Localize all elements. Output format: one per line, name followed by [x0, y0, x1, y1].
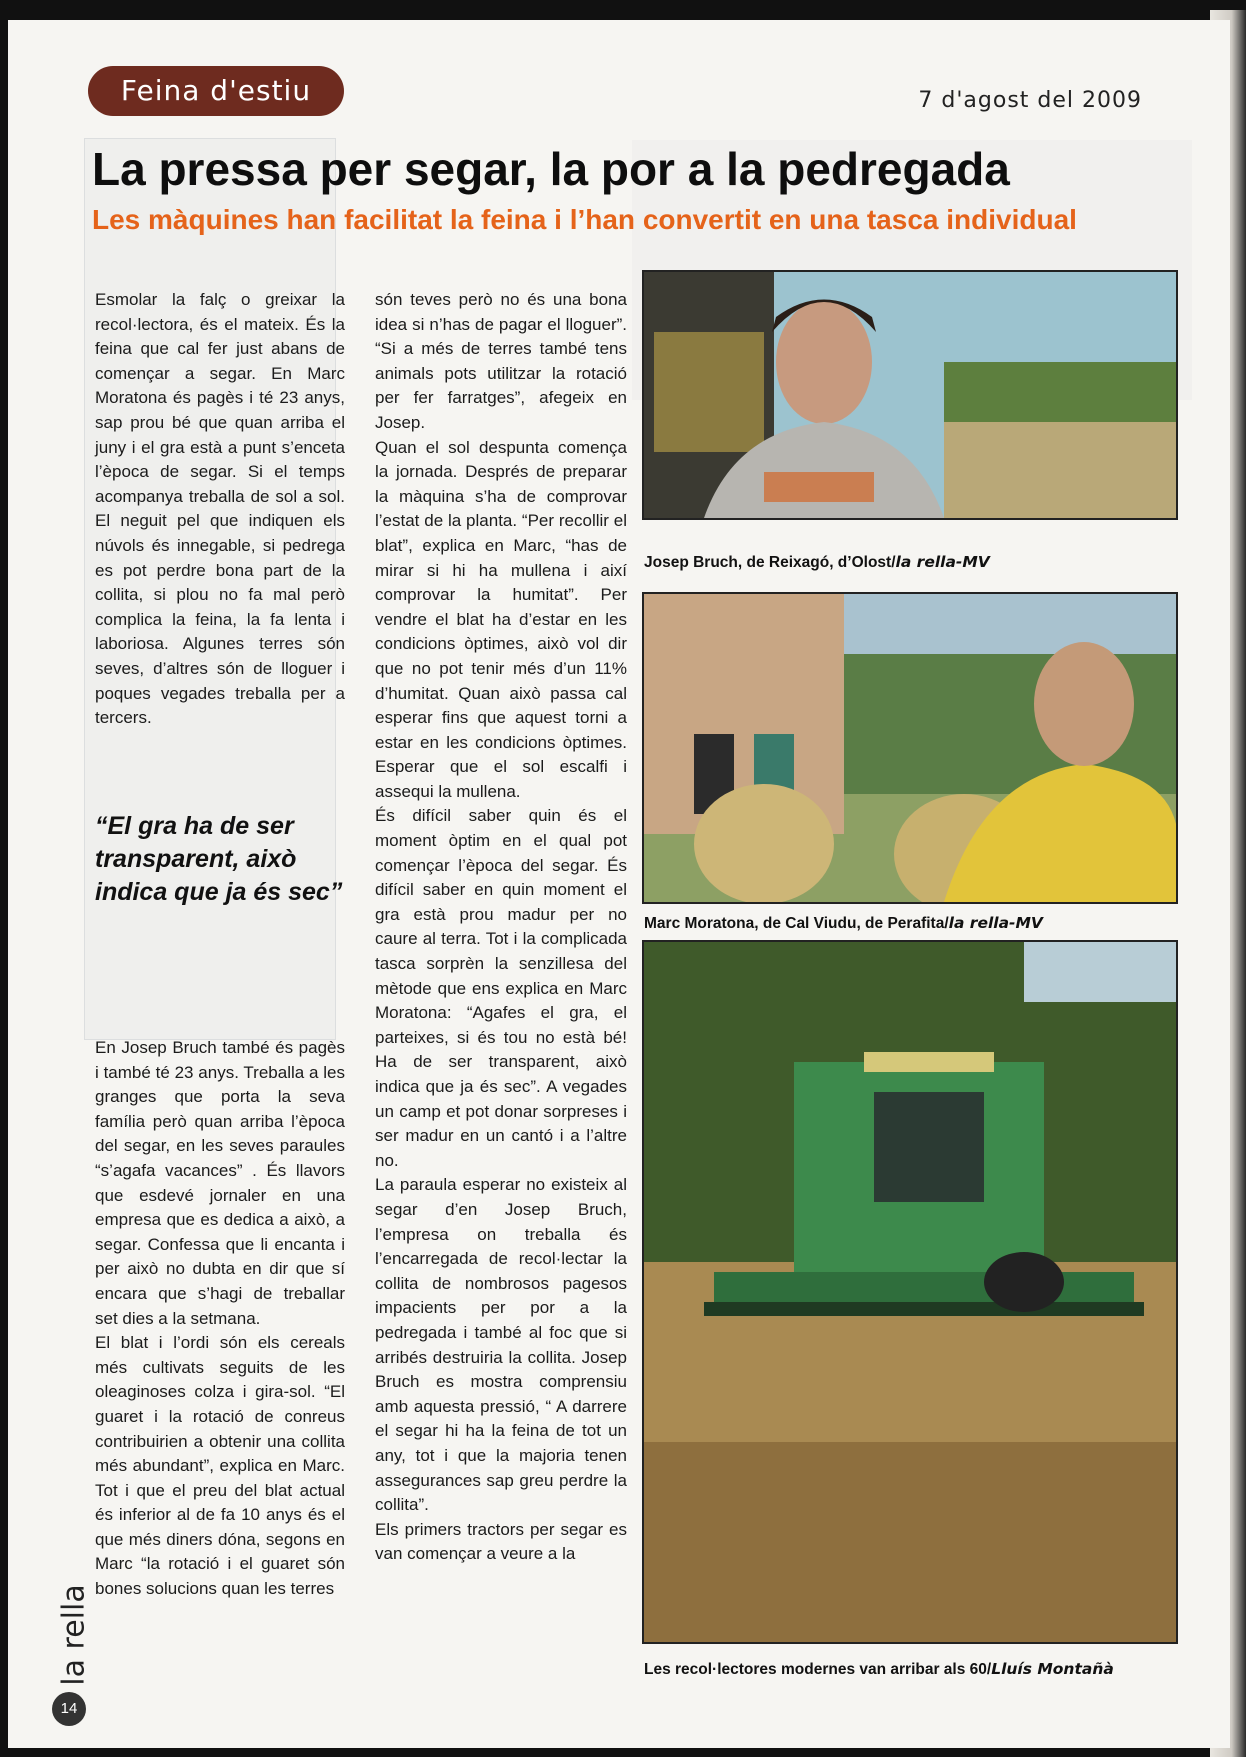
caption-text: Josep Bruch, de Reixagó, d’Olost/: [644, 554, 896, 571]
photo-marc-moratona: [642, 592, 1178, 904]
column-2: [375, 288, 627, 1567]
paragraph: És difícil saber quin és el moment òptim en el qual pot començar l’època del segar. És difícil saber en quin moment el gra està prou madur per no caure al terra. Tot i la complicada tasca sorprèn la senzillesa del mètode que ens explica en Marc Moratona: “Agafes el gra, el parteixes, si és tou no està bé! Ha de ser transparent, això indica que ja és sec”. A vegades un camp et pot donar sorpreses i ser madur en un cantó i a l’altre no.: [375, 806, 627, 1170]
section-tag: Feina d'estiu: [88, 66, 344, 116]
paragraph: Quan el sol despunta comença la jornada. Després de preparar la màquina s’ha de comprovar l’estat de la planta. “Per recollir el blat”, explica en Marc, “has de mirar si hi ha mullena i així comprovar la humitat”. Per vendre el blat ha d’estar en les condicions òptimes, això vol dir que no pot tenir més d’un 11% d’humitat. Quan això passa cal esperar fins que aquest torni a estar en les condicions òptimes. Esperar que el sol escalfi i assequi la mullena.: [375, 437, 627, 801]
page-number: 14: [52, 1692, 86, 1726]
photo-caption-1: [644, 553, 990, 572]
photo-credit: la rella-MV: [948, 914, 1043, 932]
magazine-name: la rella: [56, 1584, 92, 1686]
subheadline: Les màquines han facilitat la feina i l’han convertit en una tasca individual: [92, 204, 1077, 235]
column-1-lower: [95, 1036, 345, 1602]
pull-quote: “El gra ha de ser transparent, això indica que ja és sec”: [95, 812, 343, 906]
paragraph: En Josep Bruch també és pagès i també té 23 anys. Treballa a les granges que porta la seva família però quan arriba l’època del segar, en les seves paraules “s’agafa vacances” . És llavors que esdevé jornaler en una empresa que es dedica a això, a segar. Confessa que li encanta i per això no dubta en dir que sí encara que s’hagi de treballar set dies a la setmana.: [95, 1038, 345, 1328]
photo-caption-3: [644, 1660, 1114, 1679]
caption-text: Les recol·lectores modernes van arribar als 60/: [644, 1661, 992, 1678]
paragraph: La paraula esperar no existeix al segar d’en Josep Bruch, l’empresa on treballa és l’encarregada de recol·lectar la collita de nombrosos pagesos impacients per por a la pedregada i també al foc que si arribés destruiria la collita. Josep Bruch es mostra comprensiu amb aquesta pressió, “ A darrere el segar hi ha la feina de tot un any, tot i que la majoria tenen assegurances sap greu perdre la collita”.: [375, 1175, 627, 1515]
paragraph: són teves però no és una bona idea si n’has de pagar el lloguer”. “Si a més de terres també tens animals pots utilitzar la rotació per fer farratges”, afegeix en Josep.: [375, 290, 627, 432]
magazine-page: [8, 20, 1230, 1748]
headline: La pressa per segar, la por a la pedregada: [92, 143, 1010, 195]
photo-combine-harvester: [642, 940, 1178, 1644]
paragraph: Esmolar la falç o greixar la recol·lectora, és el mateix. És la feina que cal fer just abans de començar a segar. En Marc Moratona és pagès i té 23 anys, sap prou bé que quan arriba el juny i el gra està a punt s’enceta l’època de segar. Si el temps acompanya treballa de sol a sol. El neguit pel que indiquen els núvols és innegable, si pedrega es pot perdre bona part de la collita, si plou no fa mal però complica la feina, la fa lenta i laboriosa. Algunes terres són seves, d’altres són de lloguer i poques vegades treballa per a tercers.: [95, 290, 345, 728]
column-1: [95, 288, 345, 731]
paragraph: Els primers tractors per segar es van començar a veure a la: [375, 1519, 627, 1564]
caption-text: Marc Moratona, de Cal Viudu, de Perafita/: [644, 915, 949, 932]
magazine-name-vertical: [54, 1580, 94, 1690]
photo-caption-2: [644, 914, 1043, 933]
paragraph: El blat i l’ordi són els cereals més cultivats seguits de les oleaginoses colza i gira-sol. “El guaret i la rotació de conreus contribuirien a obtenir una collita més abundant”, explica en Marc. Tot i que el preu del blat actual és inferior al de fa 10 anys és el que més diners dóna, segons en Marc “la rotació i el guaret són bones solucions quan les terres: [95, 1333, 345, 1599]
issue-date: 7 d'agost del 2009: [918, 88, 1142, 113]
photo-credit: la rella-MV: [895, 553, 990, 571]
photo-credit: Lluís Montañà: [991, 1660, 1114, 1678]
photo-josep-bruch: [642, 270, 1178, 520]
